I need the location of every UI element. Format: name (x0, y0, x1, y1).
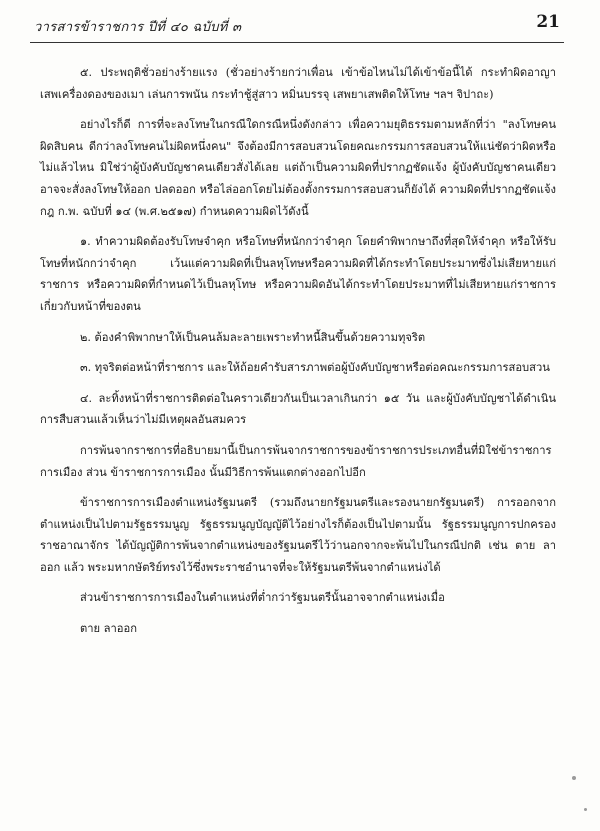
paragraph-fairness: อย่างไรก็ดี การที่จะลงโทษในกรณีใดกรณีหนึ่งดังกล่าว เพื่อความยุติธรรมตามหลักที่ว่า "ลงโทษคนผิดสิบคน ดีกว่าลงโทษคนไม่ผิดหนึ่งคน" จึงต้องมีการสอบสวนโดยคณะกรรมการสอบสวนให้แน่ชัดว่าผิดหรือไม่แล้วไหน มิใช่ว่าผู้บังคับบัญชาคนเดียวสั่งได้เลย แต่ถ้าเป็นความผิดที่ปรากฏชัดแจ้ง ผู้บังคับบัญชาคนเดียวอาจจะสั่งลงโทษให้ออก ปลดออก หรือไล่ออกโดยไม่ต้องตั้งกรรมการสอบสวนก็ยังได้ ความผิดที่ปรากฏชัดแจ้ง กฎ ก.พ. ฉบับที่ ๑๔ (พ.ศ.๒๕๑๗) กำหนดความผิดไว้ดังนี้ (40, 118, 556, 218)
scan-speck (572, 776, 576, 780)
header-rule (30, 42, 564, 43)
body-text (40, 62, 556, 649)
scan-speck (584, 808, 587, 811)
paragraph-rule-3: ๓. ทุจริตต่อหน้าที่ราชการ และให้ถ้อยคำรับสารภาพต่อผู้บังคับบัญชาหรือต่อคณะกรรมการสอบสวน (80, 361, 550, 375)
paragraph-other-officials: การพ้นจากราชการที่อธิบายมานี้เป็นการพ้นจากราชการของข้าราชการประเภทอื่นที่มิใช่ข้าราชการการเมือง ส่วน ข้าราชการการเมือง นั้นมีวิธีการพ้นแตกต่างออกไปอีก (40, 443, 552, 479)
paragraph-rule-1: ๑. ทำความผิดต้องรับโทษจำคุก หรือโทษที่หนักกว่าจำคุก โดยคำพิพากษาถึงที่สุดให้จำคุก หรือให้รับโทษที่หนักกว่าจำคุก เว้นแต่ความผิดที่เป็นลหุโทษหรือความผิดที่ได้กระทำโดยประมาทซึ่งไม่เสียหายแก่ราชการ หรือความผิดที่กำหนดไว้เป็นลหุโทษ หรือความผิดอันได้กระทำโดยประมาทที่ไม่เสียหายแก่ราชการ เกี่ยวกับหน้าที่ของตน (40, 235, 556, 313)
paragraph-lower-political: ส่วนข้าราชการการเมืองในตำแหน่งที่ต่ำกว่ารัฐมนตรีนั้นอาจจากตำแหน่งเมื่อ (80, 591, 445, 605)
paragraph-rule-2: ๒. ต้องคำพิพากษาให้เป็นคนล้มละลายเพราะทำหนี้สินขึ้นด้วยความทุจริต (80, 330, 426, 344)
page-header (34, 10, 560, 42)
journal-title: วารสารข้าราชการ ปีที่ ๔๐ ฉบับที่ ๓ (34, 20, 242, 35)
paragraph-rule-4: ๔. ละทิ้งหน้าที่ราชการติดต่อในคราวเดียวกันเป็นเวลาเกินกว่า ๑๕ วัน และผู้บังคับบัญชาได้ดำเนินการสืบสวนแล้วเห็นว่าไม่มีเหตุผลอันสมควร (40, 391, 556, 427)
paragraph-death-resign: ตาย ลาออก (80, 622, 138, 636)
page-number: 21 (536, 12, 560, 32)
paragraph-ministers: ข้าราชการการเมืองตำแหน่งรัฐมนตรี (รวมถึงนายกรัฐมนตรีและรองนายกรัฐมนตรี) การออกจากตำแหน่งเป็นไปตามรัฐธรรมนูญ รัฐธรรมนูญบัญญัติไว้อย่างไรก็ต้องเป็นไปตามนั้น รัฐธรรมนูญการปกครองราชอาณาจักร ได้บัญญัติการพ้นจากตำแหน่งของรัฐมนตรีไว้ว่านอกจากจะพ้นไปในกรณีปกติ เช่น ตาย ลาออก แล้ว พระมหากษัตริย์ทรงไว้ซึ่งพระราชอำนาจที่จะให้รัฐมนตรีพ้นจากตำแหน่งได้ (40, 496, 556, 574)
paragraph-item-5: ๕. ประพฤติชั่วอย่างร้ายแรง (ชั่วอย่างร้ายกว่าเพื่อน เข้าข้อไหนไม่ได้เข้าข้อนี้ได้ กระทำผิดอาญา เสพเครื่องดองของเมา เล่นการพนัน กระทำชู้สู่สาว หมิ่นบรรจุ เสพยาเสพติดให้โทษ ฯลฯ จิปาถะ) (40, 66, 556, 101)
